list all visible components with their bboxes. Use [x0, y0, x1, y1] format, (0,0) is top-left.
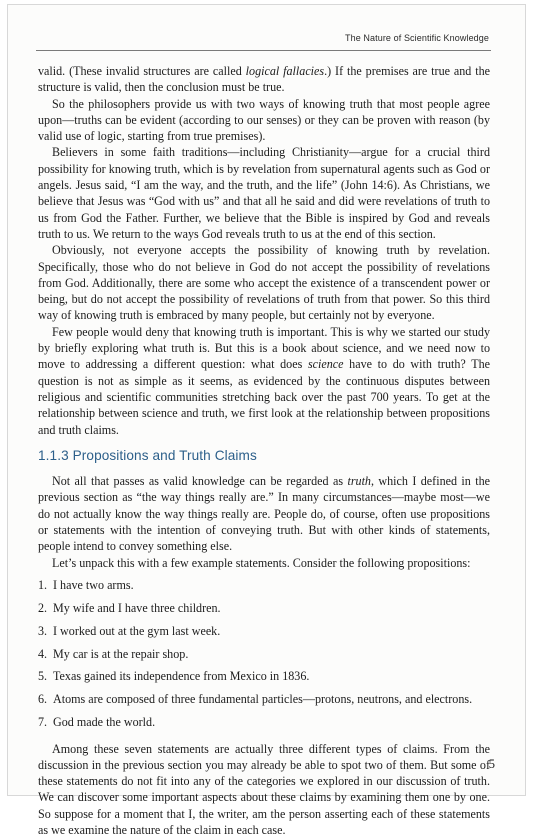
italic-term: science — [307, 357, 344, 372]
list-item — [38, 646, 490, 662]
list-item-number: 1. — [38, 577, 48, 592]
paragraph — [38, 242, 490, 323]
closing-paragraph-container — [38, 741, 490, 838]
text-run: So the philosophers provide us with two ways of knowing truth that most people agree upon—truths can be evident (according to our senses) or they can be proven with reason (by valid use of logic, starting from true premises). — [38, 96, 490, 144]
text-run: Believers in some faith traditions—including Christianity—argue for a crucial third possibility for knowing truth, which is by revelation from supernatural agents such as God or angels. Jesus said, “I am the way, and the truth, and the life” (John 14:6). As Christians, we believe that Jesus was “God with us” and that all he said and did were revelations of truth to us from God the Father. Further, we believe that the Bible is inspired by God and reveals truth to us. We return to the ways God reveals truth to us at the end of this section. — [38, 145, 490, 241]
list-item-text: My car is at the repair shop. — [53, 646, 189, 661]
running-header-title: The Nature of Scientific Knowledge — [345, 33, 489, 43]
list-item-text: I have two arms. — [53, 577, 134, 592]
italic-term: truth — [347, 474, 371, 489]
list-item-text: Texas gained its independence from Mexico in 1836. — [53, 669, 310, 684]
list-item — [38, 577, 490, 593]
text-run: Among these seven statements are actually three different types of claims. From the discussion in the previous section you may already be able to spot two of them. But some of these statements do not fit into any of the categories we explored in our discussion of truth. We can discover some important aspects about these claims by examining them one by one. So suppose for a moment that I, the writer, am the person asserting each of these statements as we examine the nature of the claim in each case. — [38, 741, 490, 838]
paragraph — [38, 96, 490, 145]
paragraph — [38, 555, 490, 571]
list-item-number: 5. — [38, 669, 48, 684]
list-item — [38, 691, 490, 707]
paragraph — [38, 324, 490, 438]
list-item-text: My wife and I have three children. — [53, 600, 221, 615]
list-item — [38, 623, 490, 639]
body-text — [38, 63, 490, 838]
page-number: 5 — [488, 757, 495, 771]
list-item-text: I worked out at the gym last week. — [53, 623, 221, 638]
list-item-number: 2. — [38, 600, 48, 615]
list-item — [38, 714, 490, 730]
text-run: , which I defined in the previous section as “the way things really are.” In many circumstances—maybe most—we do not actually know the way things really are. People do, of course, often use propositions or statements with the intention of conveying truth. But with other kinds of statements, people intend to convey something else. — [38, 474, 490, 554]
paragraph — [38, 473, 490, 554]
running-header — [36, 32, 491, 51]
text-run: Let’s unpack this with a few example statements. Consider the following propositions: — [52, 555, 471, 570]
propositions-list — [38, 577, 490, 731]
text-run: valid. (These invalid structures are called — [38, 64, 246, 78]
paragraph — [38, 63, 490, 96]
list-item-number: 6. — [38, 692, 48, 707]
text-run: Not all that passes as valid knowledge can be regarded as — [52, 474, 348, 489]
text-run: Obviously, not everyone accepts the possibility of knowing truth by revelation. Specifically, those who do not believe in God do not accept the possibility of revelations from God. Additionally, there are some who accept the existence of a transcendent power or being, but do not accept the possibility of revelations of truth from that power. So this third way of knowing truth is embraced by many people, but certainly not by everyone. — [38, 243, 490, 323]
list-item — [38, 668, 490, 684]
list-item-text: God made the world. — [53, 715, 156, 730]
list-item-text: Atoms are composed of three fundamental particles—protons, neutrons, and electrons. — [53, 692, 473, 707]
italic-term: logical fallacies — [245, 64, 325, 78]
paragraph — [38, 144, 490, 242]
list-item-number: 7. — [38, 715, 48, 730]
closing-paragraph — [38, 741, 490, 838]
text-run: .) If the premises are true and the structure is valid, then the conclusion must be true. — [38, 64, 490, 95]
paragraphs-before-heading — [38, 63, 490, 438]
list-item — [38, 600, 490, 616]
list-item-number: 3. — [38, 623, 48, 638]
section-heading: 1.1.3 Propositions and Truth Claims — [38, 447, 257, 463]
text-run: Few people would deny that knowing truth is important. This is why we started our study by briefly exploring what truth is. But this is a book about science, and we need now to move to addressing a different question: what does — [38, 324, 490, 372]
text-run: have to do with truth? The question is not as simple as it seems, as evidenced by the continuous disputes between religious and scientific communities stretching back over the past 700 years. To get at the relationship between science and truth, we first look at the relationship between propositions and truth claims. — [38, 357, 490, 437]
paragraphs-after-heading — [38, 473, 490, 571]
list-item-number: 4. — [38, 646, 48, 661]
book-page — [7, 4, 526, 838]
